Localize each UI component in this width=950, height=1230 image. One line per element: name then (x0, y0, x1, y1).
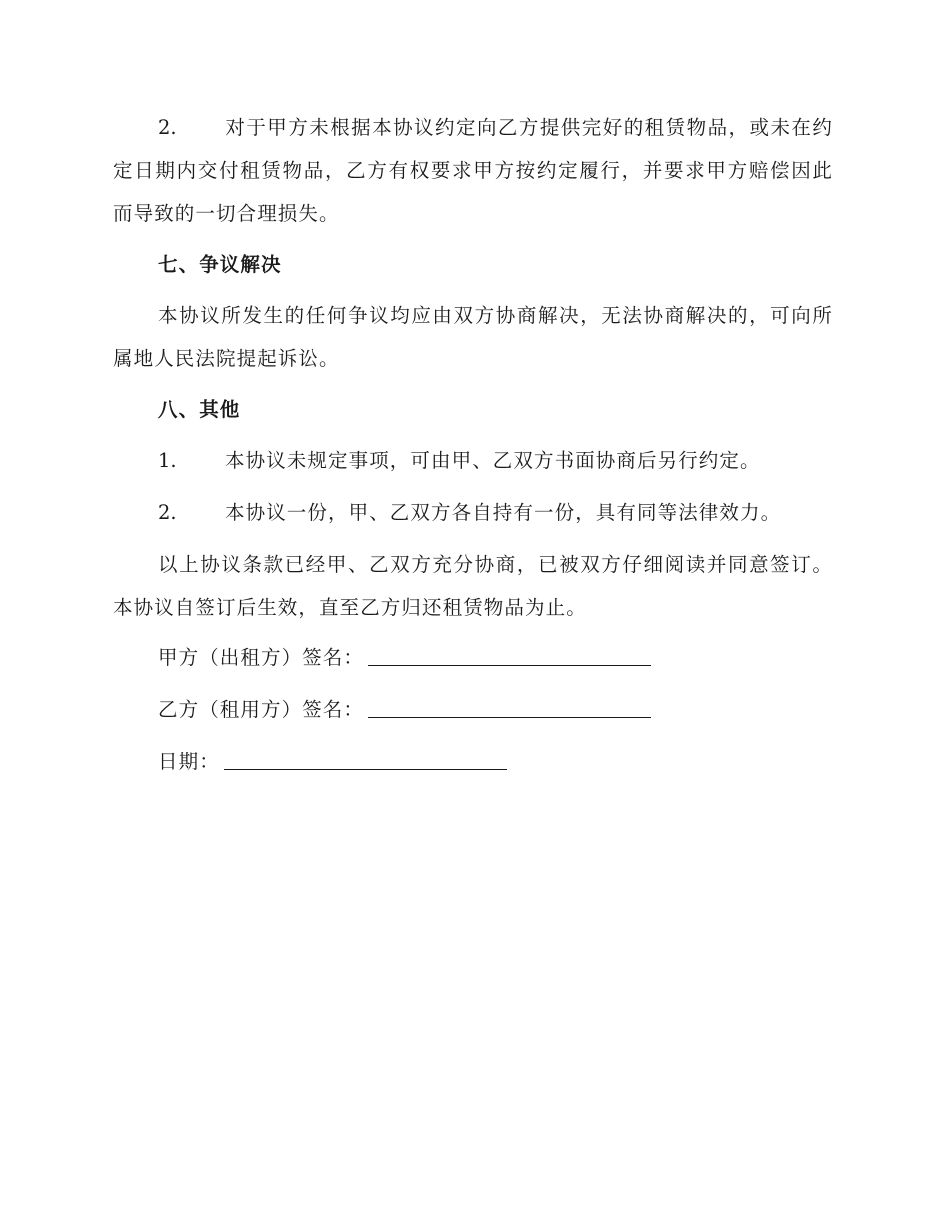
other-item-1 (113, 439, 833, 482)
list-number: 2. (158, 501, 177, 524)
closing-paragraph: 以上协议条款已经甲、乙双方充分协商，已被双方仔细阅读并同意签订。本协议自签订后生效，直至乙方归还租赁物品为止。 (113, 553, 833, 619)
party-b-label: 乙方（租用方）签名： (158, 698, 365, 721)
party-a-signature (158, 636, 651, 679)
list-number: 2. (158, 116, 177, 139)
date-blank[interactable] (224, 747, 507, 770)
party-a-signature-blank[interactable] (368, 643, 651, 666)
list-number: 1. (158, 449, 177, 472)
other-item-2 (113, 491, 833, 534)
date-label: 日期： (158, 750, 220, 773)
clause-6-item-2 (113, 106, 833, 235)
date-signature (158, 740, 507, 783)
party-a-label: 甲方（出租方）签名： (158, 646, 365, 669)
item-text: 本协议未规定事项，可由甲、乙双方书面协商后另行约定。 (225, 449, 761, 472)
section-heading-other: 八、其他 (158, 398, 241, 421)
party-b-signature-blank[interactable] (368, 695, 651, 718)
party-b-signature (158, 688, 651, 731)
clause-text: 对于甲方未根据本协议约定向乙方提供完好的租赁物品，或未在约定日期内交付租赁物品，乙方有权要求甲方按约定履行，并要求甲方赔偿因此而导致的一切合理损失。 (113, 116, 833, 225)
item-text: 本协议一份，甲、乙双方各自持有一份，具有同等法律效力。 (225, 501, 782, 524)
dispute-paragraph: 本协议所发生的任何争议均应由双方协商解决，无法协商解决的，可向所属地人民法院提起诉讼。 (113, 304, 833, 370)
section-heading-dispute: 七、争议解决 (158, 253, 282, 276)
